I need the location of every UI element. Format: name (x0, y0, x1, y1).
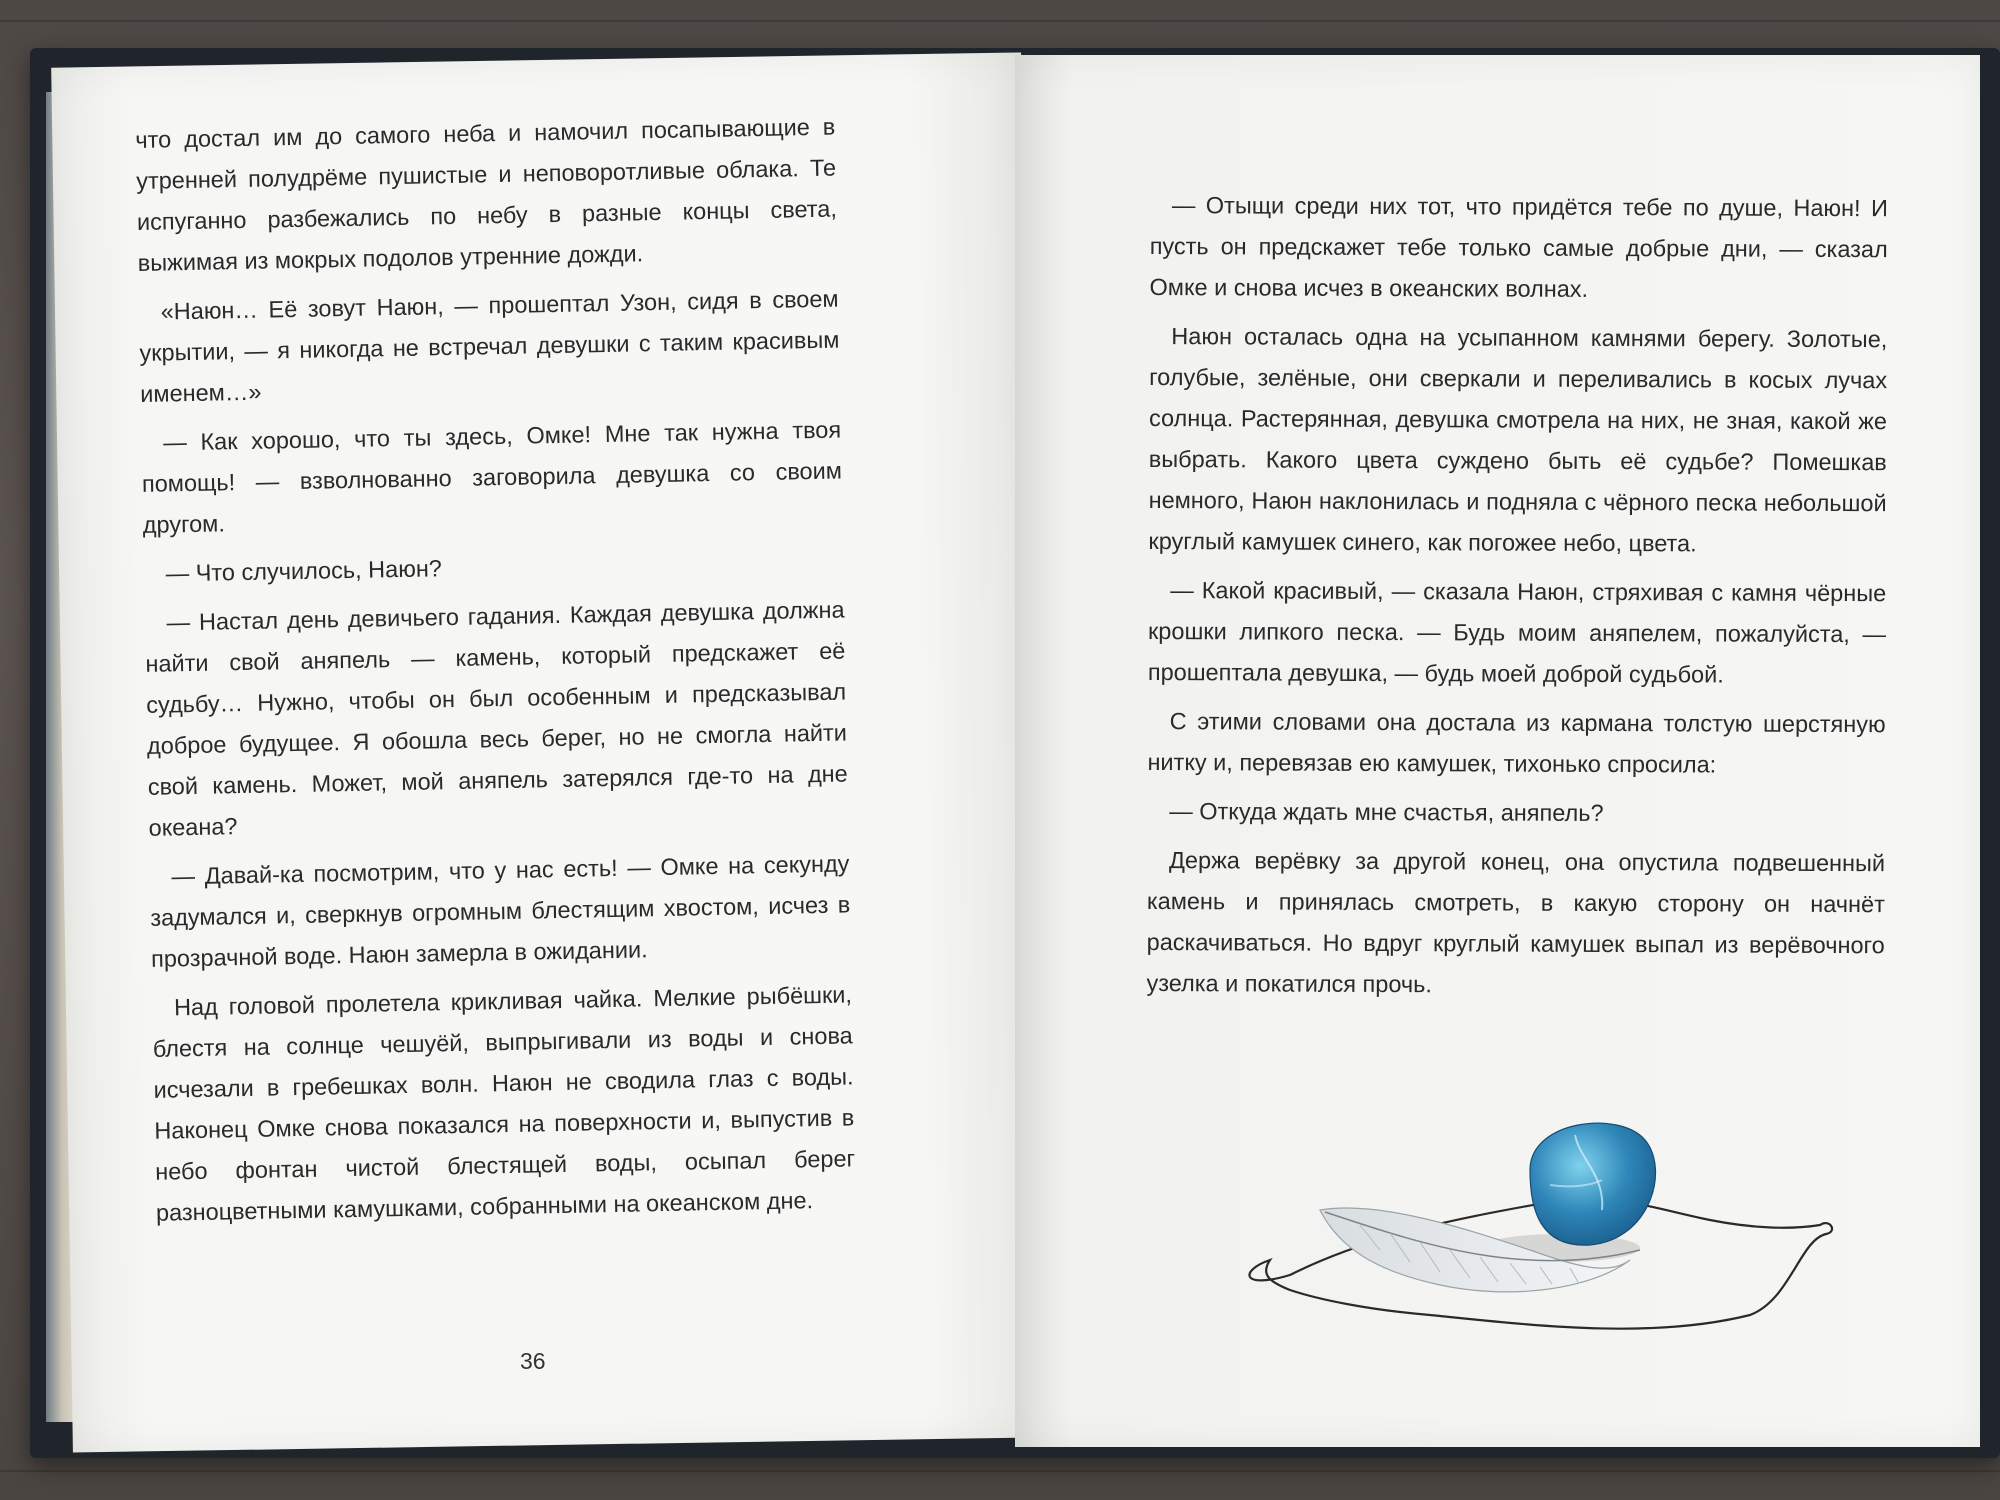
paragraph: Держа верёвку за другой конец, она опустила подвешенный камень и принялась смотреть, в какую сторону он начнёт раскачиваться. Но вдруг круглый камушек выпал из верёвочного узелка и покатился прочь. (1146, 847, 1886, 998)
paragraph: С этими словами она достала из кармана толстую шерстяную нитку и, перевязав ею камушек, тихонько спросила: (1147, 708, 1886, 778)
stone-feather-illustration (1230, 1100, 1850, 1360)
paragraph: Наюн осталась одна на усыпанном камнями берегу. Золотые, голубые, зелёные, они сверкали и переливались в косых лучах солнца. Растерянная, девушка смотрела на них, не зная, какой же выбрать. Какого цвета суждено быть её судьбе? Помешкав немного, Наюн наклонилась и подняла с чёрного песка небольшой круглый камушек синего, как погожее небо, цвета. (1148, 323, 1888, 557)
paragraph: Над головой пролетела крикливая чайка. Мелкие рыбёшки, блестя на солнце чешуёй, выпрыгивали из воды и снова исчезали в гребешках волн. Наюн не сводила глаз с воды. Наконец Омке снова показался на поверхности и, выпустив в небо фонтан чистой блестящей воды, осыпал берег разноцветными камушками, собранными на океанском дне. (152, 981, 856, 1226)
paragraph: — Отыщи среди них тот, что придётся тебе по душе, Наюн! И пусть он предскажет тебе только самые добрые дни, — сказал Омке и снова исчез в океанских волнах. (1149, 192, 1888, 302)
paragraph: — Настал день девичьего гадания. Каждая девушка должна найти свой аняпель — камень, который предскажет её судьбу… Нужно, чтобы он был особенным и предсказывал доброе будущее. Я обошла весь берег, но не смогла найти свой камень. Может, мой аняпель затерялся где-то на дне океана? (145, 596, 848, 841)
paragraph: — Откуда ждать мне счастья, аняпель? (1169, 798, 1604, 826)
table-plank-line (0, 1470, 2000, 1472)
table-plank-line (0, 20, 2000, 22)
right-page-text (1146, 185, 1888, 1007)
paragraph: — Как хорошо, что ты здесь, Омке! Мне так нужна твоя помощь! — взволнованно заговорила девушка со своим другом. (141, 416, 843, 538)
page-number: 36 (520, 1348, 546, 1374)
paragraph: что достал им до самого неба и намочил посапывающие в утренней полудрёме пушистые и неповоротливые облака. Те испуганно разбежались по небу в разные концы света, выжимая из мокрых подолов утренние дожди. (135, 113, 838, 276)
paragraph: — Что случилось, Наюн? (165, 555, 443, 587)
paragraph: — Какой красивый, — сказала Наюн, стряхивая с камня чёрные крошки липкого песка. — Будь моим аняпелем, пожалуйста, — прошептала девушка, — будь моей доброй судьбой. (1147, 577, 1887, 688)
paragraph: — Давай-ка посмотрим, что у нас есть! — Омке на секунду задумался и, сверкнув огромным блестящим хвостом, исчез в прозрачной воде. Наюн замерла в ожидании. (150, 850, 851, 972)
left-page-text (135, 107, 856, 1234)
paragraph: «Наюн… Её зовут Наюн, — прошептал Узон, сидя в своем укрытии, — я никогда не встречал девушки с таким красивым именем…» (139, 285, 840, 407)
